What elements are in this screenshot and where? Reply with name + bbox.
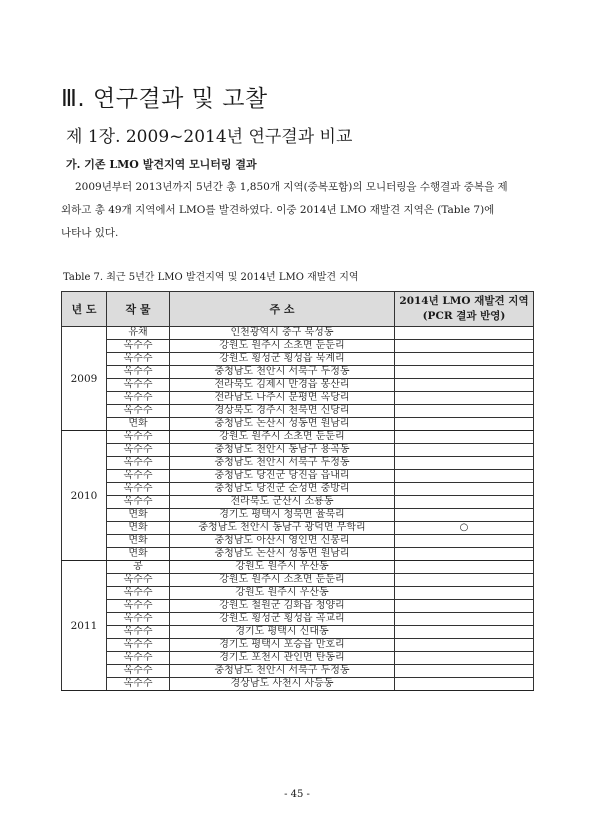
crop-cell: 옥수수	[107, 678, 170, 691]
table-row	[62, 366, 534, 379]
address-cell: 강원도 횡성군 횡성읍 곡교리	[170, 613, 395, 626]
address-cell: 충청남도 논산시 성동면 원남리	[170, 548, 395, 561]
redetect-cell	[395, 340, 534, 353]
redetect-cell	[395, 418, 534, 431]
redetect-cell	[395, 392, 534, 405]
crop-cell: 옥수수	[107, 353, 170, 366]
crop-cell: 면화	[107, 548, 170, 561]
redetect-cell	[395, 444, 534, 457]
section-title: 제 1장. 2009~2014년 연구결과 비교	[66, 127, 353, 147]
table-row	[62, 327, 534, 340]
crop-cell: 옥수수	[107, 444, 170, 457]
table-row	[62, 444, 534, 457]
redetect-cell	[395, 509, 534, 522]
header-crop: 작 물	[107, 292, 170, 327]
table-row	[62, 600, 534, 613]
address-cell: 충청남도 당진군 당진읍 읍내리	[170, 470, 395, 483]
address-cell: 강원도 원주시 소초면 둔둔리	[170, 574, 395, 587]
address-cell: 충청남도 천안시 동남구 용곡동	[170, 444, 395, 457]
address-cell: 강원도 원주시 우산동	[170, 587, 395, 600]
crop-cell: 옥수수	[107, 470, 170, 483]
address-cell: 경기도 포천시 관인면 탄동리	[170, 652, 395, 665]
address-cell: 전라북도 김제시 만경읍 몽산리	[170, 379, 395, 392]
table-row	[62, 379, 534, 392]
paragraph-line: 2009년부터 2013년까지 5년간 총 1,850개 지역(중복포함)의 모니터링을 수행결과 중복을 제	[75, 181, 508, 193]
year-cell: 2011	[62, 561, 107, 691]
redetect-cell	[395, 678, 534, 691]
redetect-cell	[395, 496, 534, 509]
table-row	[62, 353, 534, 366]
crop-cell: 옥수수	[107, 405, 170, 418]
table-row	[62, 470, 534, 483]
crop-cell: 옥수수	[107, 613, 170, 626]
address-cell: 인천광역시 중구 북성동	[170, 327, 395, 340]
redetect-cell	[395, 587, 534, 600]
address-cell: 강원도 철원군 김화읍 청양리	[170, 600, 395, 613]
crop-cell: 옥수수	[107, 665, 170, 678]
table-row	[62, 639, 534, 652]
header-year: 년 도	[62, 292, 107, 327]
crop-cell: 콩	[107, 561, 170, 574]
crop-cell: 유채	[107, 327, 170, 340]
table-row	[62, 587, 534, 600]
address-cell: 경기도 평택시 신대동	[170, 626, 395, 639]
table-row	[62, 535, 534, 548]
address-cell: 경상북도 경주시 천북면 신당리	[170, 405, 395, 418]
redetect-cell	[395, 483, 534, 496]
address-cell: 충청남도 논산시 성동면 원남리	[170, 418, 395, 431]
crop-cell: 옥수수	[107, 392, 170, 405]
redetect-cell: ○	[395, 522, 534, 535]
redetect-cell	[395, 431, 534, 444]
address-cell: 충청남도 천안시 서북구 두정동	[170, 665, 395, 678]
table-row	[62, 431, 534, 444]
page-number: - 45 -	[284, 789, 310, 800]
header-address: 주 소	[170, 292, 395, 327]
address-cell: 충청남도 천안시 서북구 두정동	[170, 457, 395, 470]
redetect-cell	[395, 626, 534, 639]
table-row	[62, 340, 534, 353]
crop-cell: 옥수수	[107, 600, 170, 613]
year-cell: 2010	[62, 431, 107, 561]
crop-cell: 옥수수	[107, 574, 170, 587]
table-row	[62, 548, 534, 561]
table-row	[62, 405, 534, 418]
redetect-cell	[395, 327, 534, 340]
redetect-cell	[395, 652, 534, 665]
crop-cell: 옥수수	[107, 587, 170, 600]
crop-cell: 옥수수	[107, 340, 170, 353]
table-row	[62, 665, 534, 678]
table-row	[62, 678, 534, 691]
address-cell: 강원도 원주시 우산동	[170, 561, 395, 574]
redetect-cell	[395, 665, 534, 678]
redetect-cell	[395, 574, 534, 587]
address-cell: 충청남도 아산시 영인면 신봉리	[170, 535, 395, 548]
year-cell: 2009	[62, 327, 107, 431]
redetect-cell	[395, 600, 534, 613]
redetect-cell	[395, 366, 534, 379]
table-row	[62, 652, 534, 665]
redetect-cell	[395, 353, 534, 366]
table-row	[62, 561, 534, 574]
crop-cell: 옥수수	[107, 652, 170, 665]
redetect-cell	[395, 613, 534, 626]
crop-cell: 옥수수	[107, 639, 170, 652]
header-redetect-line2: (PCR 결과 반영)	[422, 310, 506, 322]
redetect-cell	[395, 457, 534, 470]
address-cell: 충청남도 천안시 서북구 두정동	[170, 366, 395, 379]
address-cell: 경기도 평택시 포승읍 만호리	[170, 639, 395, 652]
paragraph-line: 외하고 총 49개 지역에서 LMO를 발견하였다. 이중 2014년 LMO 재발견 지역은 (Table 7)에	[61, 204, 495, 216]
subsection-title: 가. 기존 LMO 발견지역 모니터링 결과	[66, 158, 257, 171]
table-row	[62, 483, 534, 496]
table-row	[62, 509, 534, 522]
table-row	[62, 574, 534, 587]
crop-cell: 옥수수	[107, 379, 170, 392]
address-cell: 강원도 횡성군 횡성읍 묵계리	[170, 353, 395, 366]
paragraph-line: 나타나 있다.	[61, 227, 119, 239]
lmo-table	[61, 291, 534, 691]
table-header-row	[62, 292, 534, 327]
table-row	[62, 613, 534, 626]
redetect-cell	[395, 535, 534, 548]
address-cell: 충청남도 당진군 순성면 중방리	[170, 483, 395, 496]
table-row	[62, 626, 534, 639]
crop-cell: 면화	[107, 535, 170, 548]
redetect-cell	[395, 561, 534, 574]
address-cell: 경상남도 사천시 사등동	[170, 678, 395, 691]
table-caption: Table 7. 최근 5년간 LMO 발견지역 및 2014년 LMO 재발견 지역	[63, 272, 359, 283]
crop-cell: 면화	[107, 509, 170, 522]
redetect-cell	[395, 405, 534, 418]
redetect-cell	[395, 639, 534, 652]
address-cell: 충청남도 천안시 동남구 광덕면 무학리	[170, 522, 395, 535]
redetect-cell	[395, 379, 534, 392]
redetect-cell	[395, 470, 534, 483]
address-cell: 전라남도 나주시 문평면 옥당리	[170, 392, 395, 405]
crop-cell: 옥수수	[107, 626, 170, 639]
address-cell: 전라북도 군산시 소룡동	[170, 496, 395, 509]
address-cell: 강원도 원주시 소초면 둔둔리	[170, 431, 395, 444]
address-cell: 경기도 평택시 청북면 율북리	[170, 509, 395, 522]
redetect-cell	[395, 548, 534, 561]
crop-cell: 옥수수	[107, 496, 170, 509]
body-paragraph	[61, 176, 539, 245]
crop-cell: 면화	[107, 418, 170, 431]
header-redetect-line1: 2014년 LMO 재발견 지역	[399, 295, 529, 307]
table-row	[62, 392, 534, 405]
chapter-title: Ⅲ. 연구결과 및 고찰	[61, 86, 268, 112]
table-row	[62, 522, 534, 535]
crop-cell: 옥수수	[107, 366, 170, 379]
table-row	[62, 457, 534, 470]
table-body	[62, 327, 534, 691]
table-row	[62, 418, 534, 431]
header-redetect	[395, 292, 534, 327]
crop-cell: 옥수수	[107, 431, 170, 444]
crop-cell: 옥수수	[107, 483, 170, 496]
table-row	[62, 496, 534, 509]
crop-cell: 면화	[107, 522, 170, 535]
address-cell: 강원도 원주시 소초면 둔둔리	[170, 340, 395, 353]
crop-cell: 옥수수	[107, 457, 170, 470]
